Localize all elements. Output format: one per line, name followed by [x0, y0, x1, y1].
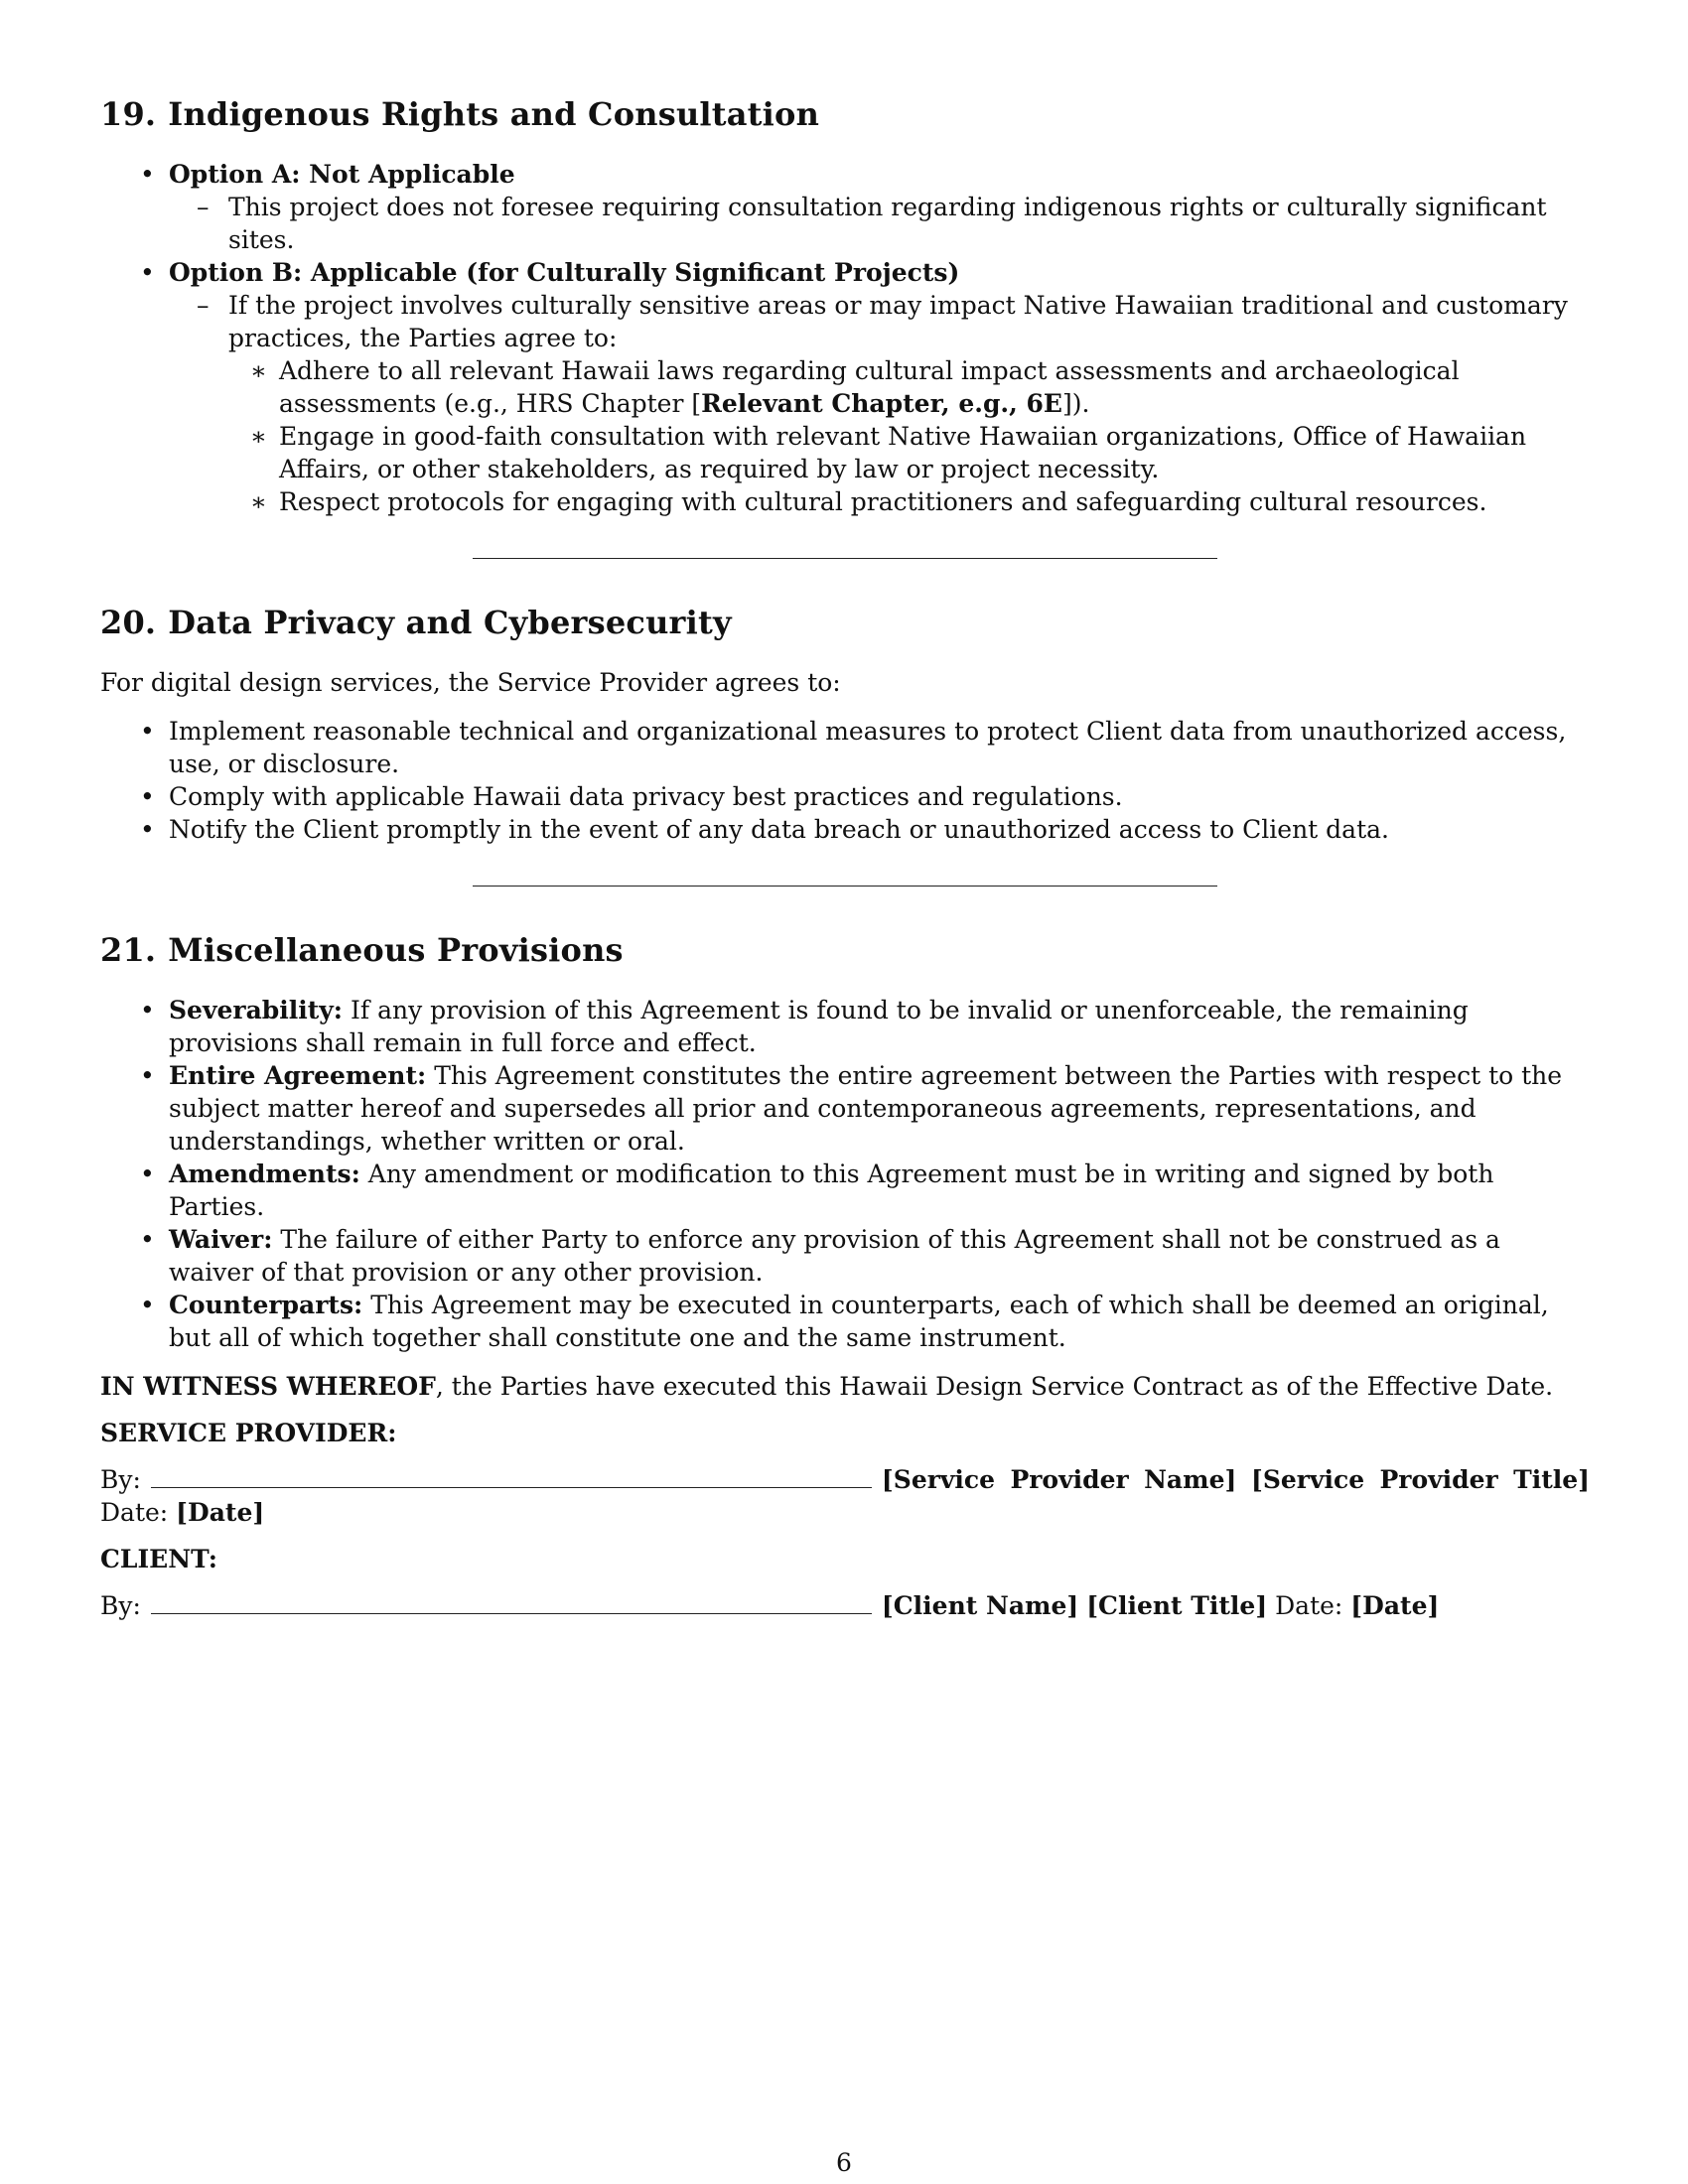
list-item: • Implement reasonable technical and organizational measures to protect Client data from unauthorized access, use, or disclosure. [100, 715, 1590, 780]
option-b-sub-1: ∗ Adhere to all relevant Hawaii laws regarding cultural impact assessments and archaeological assessments (e.g., HRS Chapter [Relevant Chapter, e.g., 6E]). [228, 354, 1590, 420]
client-signature-line[interactable] [151, 1591, 872, 1614]
list-item: • Comply with applicable Hawaii data privacy best practices and regulations. [100, 780, 1590, 813]
option-b [100, 256, 1590, 518]
option-a-text: – This project does not foresee requiring consultation regarding indigenous rights or culturally significant sites. [169, 191, 1590, 256]
section-19-heading: 19. Indigenous Rights and Consultation [100, 95, 820, 133]
option-b-label: Option B: Applicable (for Culturally Significant Projects) [169, 258, 960, 287]
witness-statement: IN WITNESS WHEREOF, the Parties have executed this Hawaii Design Service Contract as of the Effective Date. [100, 1372, 1554, 1401]
option-b-item [169, 289, 1590, 518]
section-19 [100, 94, 1590, 518]
page-number: 6 [836, 2148, 852, 2177]
provider-date-row: Date: [Date] [100, 1498, 265, 1527]
client-signature-row: By: [Client Name] [Client Title] Date: [Date] [100, 1591, 1440, 1620]
option-b-sub-3: ∗ Respect protocols for engaging with cultural practitioners and safeguarding cultural resources. [228, 485, 1590, 518]
section-20-heading: 20. Data Privacy and Cybersecurity [100, 604, 732, 641]
section-20-list [100, 715, 1590, 846]
section-21-list [100, 994, 1590, 1354]
provision-entire-agreement: • Entire Agreement: This Agreement constitutes the entire agreement between the Parties with respect to the subject matter hereof and supersedes all prior and contemporaneous agreements, representations, and understandings, whether written or oral. [100, 1059, 1590, 1158]
option-a-label: Option A: Not Applicable [169, 160, 515, 189]
option-b-text: If the project involves culturally sensitive areas or may impact Native Hawaiian traditional and customary practices, the Parties agree to: [228, 291, 1568, 352]
document-page [100, 94, 1590, 1622]
section-21 [100, 930, 1590, 1622]
section-divider [473, 886, 1217, 887]
list-item: • Notify the Client promptly in the event of any data breach or unauthorized access to Client data. [100, 813, 1590, 846]
provider-signature-line[interactable] [151, 1465, 872, 1488]
provision-waiver: • Waiver: The failure of either Party to enforce any provision of this Agreement shall not be construed as a waiver of that provision or any other provision. [100, 1223, 1590, 1289]
section-20 [100, 603, 1590, 846]
provision-counterparts: • Counterparts: This Agreement may be executed in counterparts, each of which shall be deemed an original, but all of which together shall constitute one and the same instrument. [100, 1289, 1590, 1354]
provider-signature-row: By: [Service Provider Name] [Service Provider Title] [100, 1465, 1591, 1494]
option-b-sub-2: ∗ Engage in good-faith consultation with relevant Native Hawaiian organizations, Office of Hawaiian Affairs, or other stakeholders, as required by law or project necessity. [228, 420, 1590, 485]
section-19-options [100, 158, 1590, 518]
section-21-heading: 21. Miscellaneous Provisions [100, 931, 624, 969]
section-divider [473, 558, 1217, 559]
provider-heading: SERVICE PROVIDER: [100, 1419, 397, 1447]
client-heading: CLIENT: [100, 1545, 218, 1573]
section-20-intro: For digital design services, the Service Provider agrees to: [100, 668, 841, 697]
provision-severability: • Severability: If any provision of this Agreement is found to be invalid or unenforceable, the remaining provisions shall remain in full force and effect. [100, 994, 1590, 1059]
provision-amendments: • Amendments: Any amendment or modification to this Agreement must be in writing and signed by both Parties. [100, 1158, 1590, 1223]
option-a [100, 158, 1590, 256]
